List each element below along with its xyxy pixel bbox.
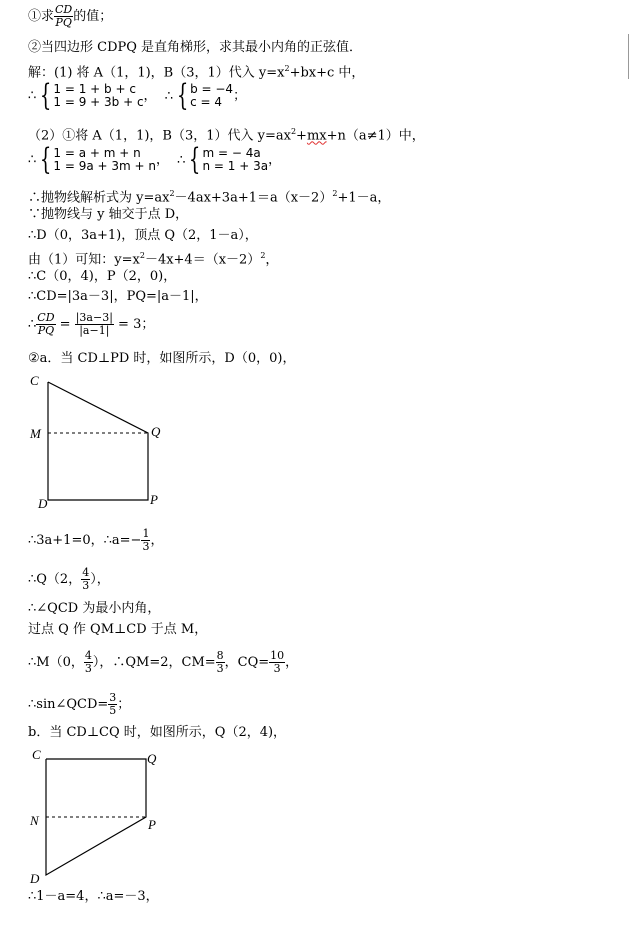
label-c: C: [30, 373, 39, 388]
q-point-line: ∴Q（2， $\frac{4}{3}$ ），: [28, 566, 110, 592]
parabola-cross-line: ∵抛物线与 y 轴交于点 D，: [28, 207, 189, 222]
fraction-cd-pq: $\frac{CD}{PQ}$: [55, 3, 73, 29]
trapezoid-diagram-a: [28, 372, 178, 512]
case-a-line: ②a．当 CD⊥PD 时，如图所示，D（0，0)，: [28, 351, 296, 366]
ratio-line: ∴ $\frac{CD}{PQ}$ = $\frac{|3a-3|}{|a-1|}$ = 3；: [28, 311, 155, 337]
solution-line-1: 解：(1) 将 A（1，1)，B（3，1）代入 $y=x^2+bx+c$ 中，: [28, 64, 365, 81]
trapezoid-outline: [48, 382, 148, 500]
label-d: D: [38, 496, 48, 511]
b-value-line: ∴1－a=4，∴a=－3，: [28, 889, 159, 904]
label-q: Q: [151, 424, 161, 439]
label-n-b: N: [30, 813, 39, 828]
equation-system-1: ∴ { 1 = 1 + b + c 1 = 9 + 3b + c ， ∴ { b = −4 c = 4 ；: [28, 78, 247, 113]
a-value-line: ∴3a+1=0，∴a=− $\frac{1}{3}$ ，: [28, 527, 164, 553]
sine-result-line: ∴sin∠QCD= $\frac{3}{5}$ ；: [28, 691, 131, 717]
label-d-b: D: [30, 871, 40, 885]
figure-case-b: [28, 745, 178, 889]
figure-case-a: [28, 372, 178, 516]
perpendicular-line: 过点 Q 作 QM⊥CD 于点 M，: [28, 622, 208, 637]
point-d-line: ∴D（0，3a+1)，顶点 Q（2，1－a），: [28, 228, 258, 243]
lengths-line: ∴CD=|3a－3|，PQ=|a－1|，: [28, 289, 208, 304]
parabola-expression: ∴抛物线解析式为 $y=ax^2-4ax+3a+1=a(x-2)^2+1-a$，: [28, 189, 391, 206]
question-part-2: ②当四边形 CDPQ 是直角梯形，求其最小内角的正弦值．: [28, 40, 363, 55]
case-b-line: b．当 CD⊥CQ 时，如图所示，Q（2，4)，: [28, 725, 287, 740]
equation-system-2: ∴ { 1 = a + m + n 1 = 9a + 3m + n ， ∴ { m = − 4a n = 1 + 3a ，: [28, 142, 282, 177]
label-p-b: P: [148, 817, 156, 832]
label-m: M: [30, 426, 41, 441]
from-part-1-line: 由（1）可知：$y=x^2-4x+4=(x-2)^2$，: [28, 251, 279, 268]
margin-bar: [628, 34, 629, 79]
question-part-1: ①求 $\frac{CD}{PQ}$ 的值；: [28, 3, 113, 29]
solution-line-2: （2）①将 A（1，1)，B（3，1）代入 $y=ax^2+mx+n(a\ne 1)$中，: [28, 127, 425, 144]
label-q-b: Q: [147, 751, 157, 766]
trapezoid-diagram-b: [28, 745, 178, 885]
min-angle-line: ∴∠QCD 为最小内角，: [28, 601, 161, 616]
lengths-qm-line: ∴M（0， $\frac{4}{3}$ ），∴QM=2，CM= $\frac{8}{3}$ ，CQ= $\frac{10}{3}$ ，: [28, 649, 299, 675]
label-c-b: C: [32, 747, 41, 762]
label-p: P: [150, 492, 158, 507]
points-cp-line: ∴C（0，4)，P（2，0)，: [28, 269, 177, 284]
